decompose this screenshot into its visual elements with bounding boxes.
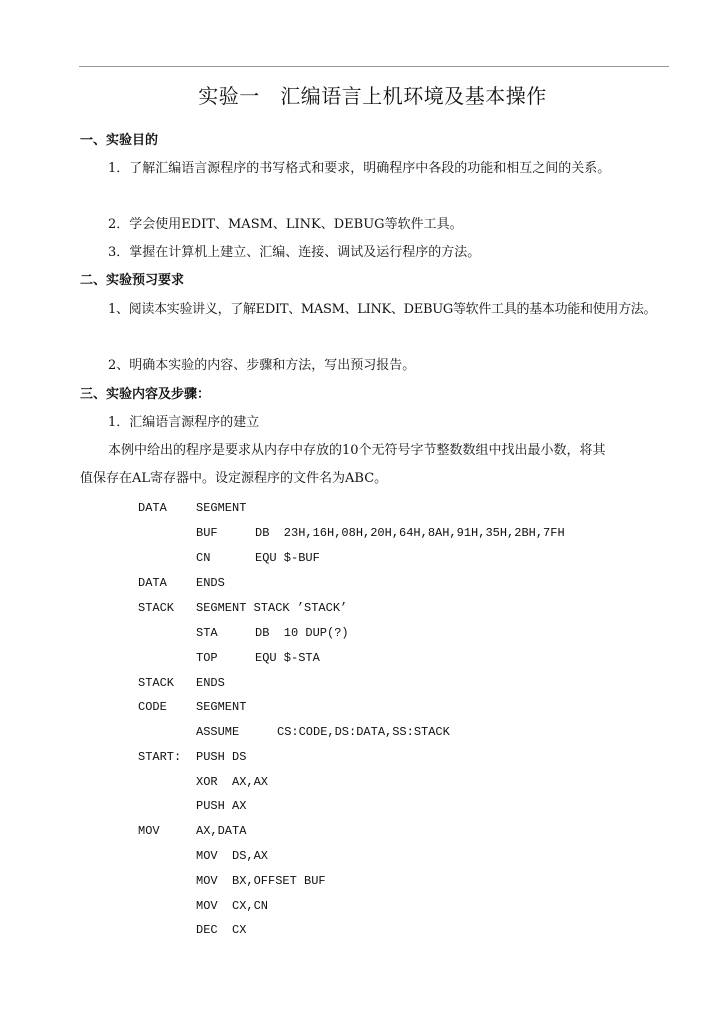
code-args: CS:CODE,DS:DATA,SS:STACK: [277, 725, 450, 739]
section1-heading: 一、实验目的: [80, 133, 159, 148]
section2-item-2: 2、明确本实验的内容、步骤和方法，写出预习报告。: [108, 358, 416, 373]
section1-item-2: 2．学会使用EDIT、MASM、LINK、DEBUG等软件工具。: [108, 217, 463, 232]
code-op: ENDS: [196, 676, 225, 690]
code-op: BUF: [196, 526, 218, 540]
code-label: DATA: [138, 576, 167, 590]
code-label: STACK: [138, 601, 175, 615]
code-args: DB 23H,16H,08H,20H,64H,8AH,91H,35H,2BH,7FH: [255, 526, 565, 540]
code-op: ASSUME: [196, 725, 240, 739]
section1-item-3: 3．掌握在计算机上建立、汇编、连接、调试及运行程序的方法。: [108, 245, 481, 260]
code-label: MOV: [138, 824, 160, 838]
code-args: EQU $-STA: [255, 651, 320, 665]
code-label: STACK: [138, 676, 175, 690]
code-op: PUSH DS: [196, 750, 247, 764]
code-op: AX,DATA: [196, 824, 247, 838]
code-args: DB 10 DUP(?): [255, 626, 349, 640]
code-op: XOR AX,AX: [196, 775, 269, 789]
section1-item-1: 1．了解汇编语言源程序的书写格式和要求，明确程序中各段的功能和相互之间的关系。: [108, 161, 611, 176]
code-op: MOV DS,AX: [196, 849, 269, 863]
code-label: CODE: [138, 700, 167, 714]
code-op: MOV BX,OFFSET BUF: [196, 874, 326, 888]
section2-item-1: 1、阅读本实验讲义，了解EDIT、MASM、LINK、DEBUG等软件工具的基本功能和使用方法。: [108, 302, 657, 317]
section3-heading: 三、实验内容及步骤：: [80, 387, 211, 402]
section3-paragraph-line1: 本例中给出的程序是要求从内存中存放的10个无符号字节整数数组中找出最小数，将其: [108, 443, 606, 458]
code-op: SEGMENT STACK ’STACK’: [196, 601, 348, 615]
code-op: ENDS: [196, 576, 225, 590]
section3-paragraph-line2: 值保存在AL寄存器中。设定源程序的文件名为ABC。: [80, 471, 388, 486]
code-op: TOP: [196, 651, 218, 665]
top-rule: [79, 66, 669, 67]
code-label: START:: [138, 750, 182, 764]
code-op: SEGMENT: [196, 501, 247, 515]
code-op: STA: [196, 626, 218, 640]
code-op: MOV CX,CN: [196, 899, 269, 913]
section3-subheading: 1．汇编语言源程序的建立: [108, 415, 260, 430]
code-op: DEC CX: [196, 923, 247, 937]
code-op: SEGMENT: [196, 700, 247, 714]
code-op: PUSH AX: [196, 799, 247, 813]
page-title: 实验一 汇编语言上机环境及基本操作: [198, 84, 547, 108]
code-label: DATA: [138, 501, 167, 515]
code-op: CN: [196, 551, 211, 565]
code-args: EQU $-BUF: [255, 551, 320, 565]
section2-heading: 二、实验预习要求: [80, 273, 185, 288]
